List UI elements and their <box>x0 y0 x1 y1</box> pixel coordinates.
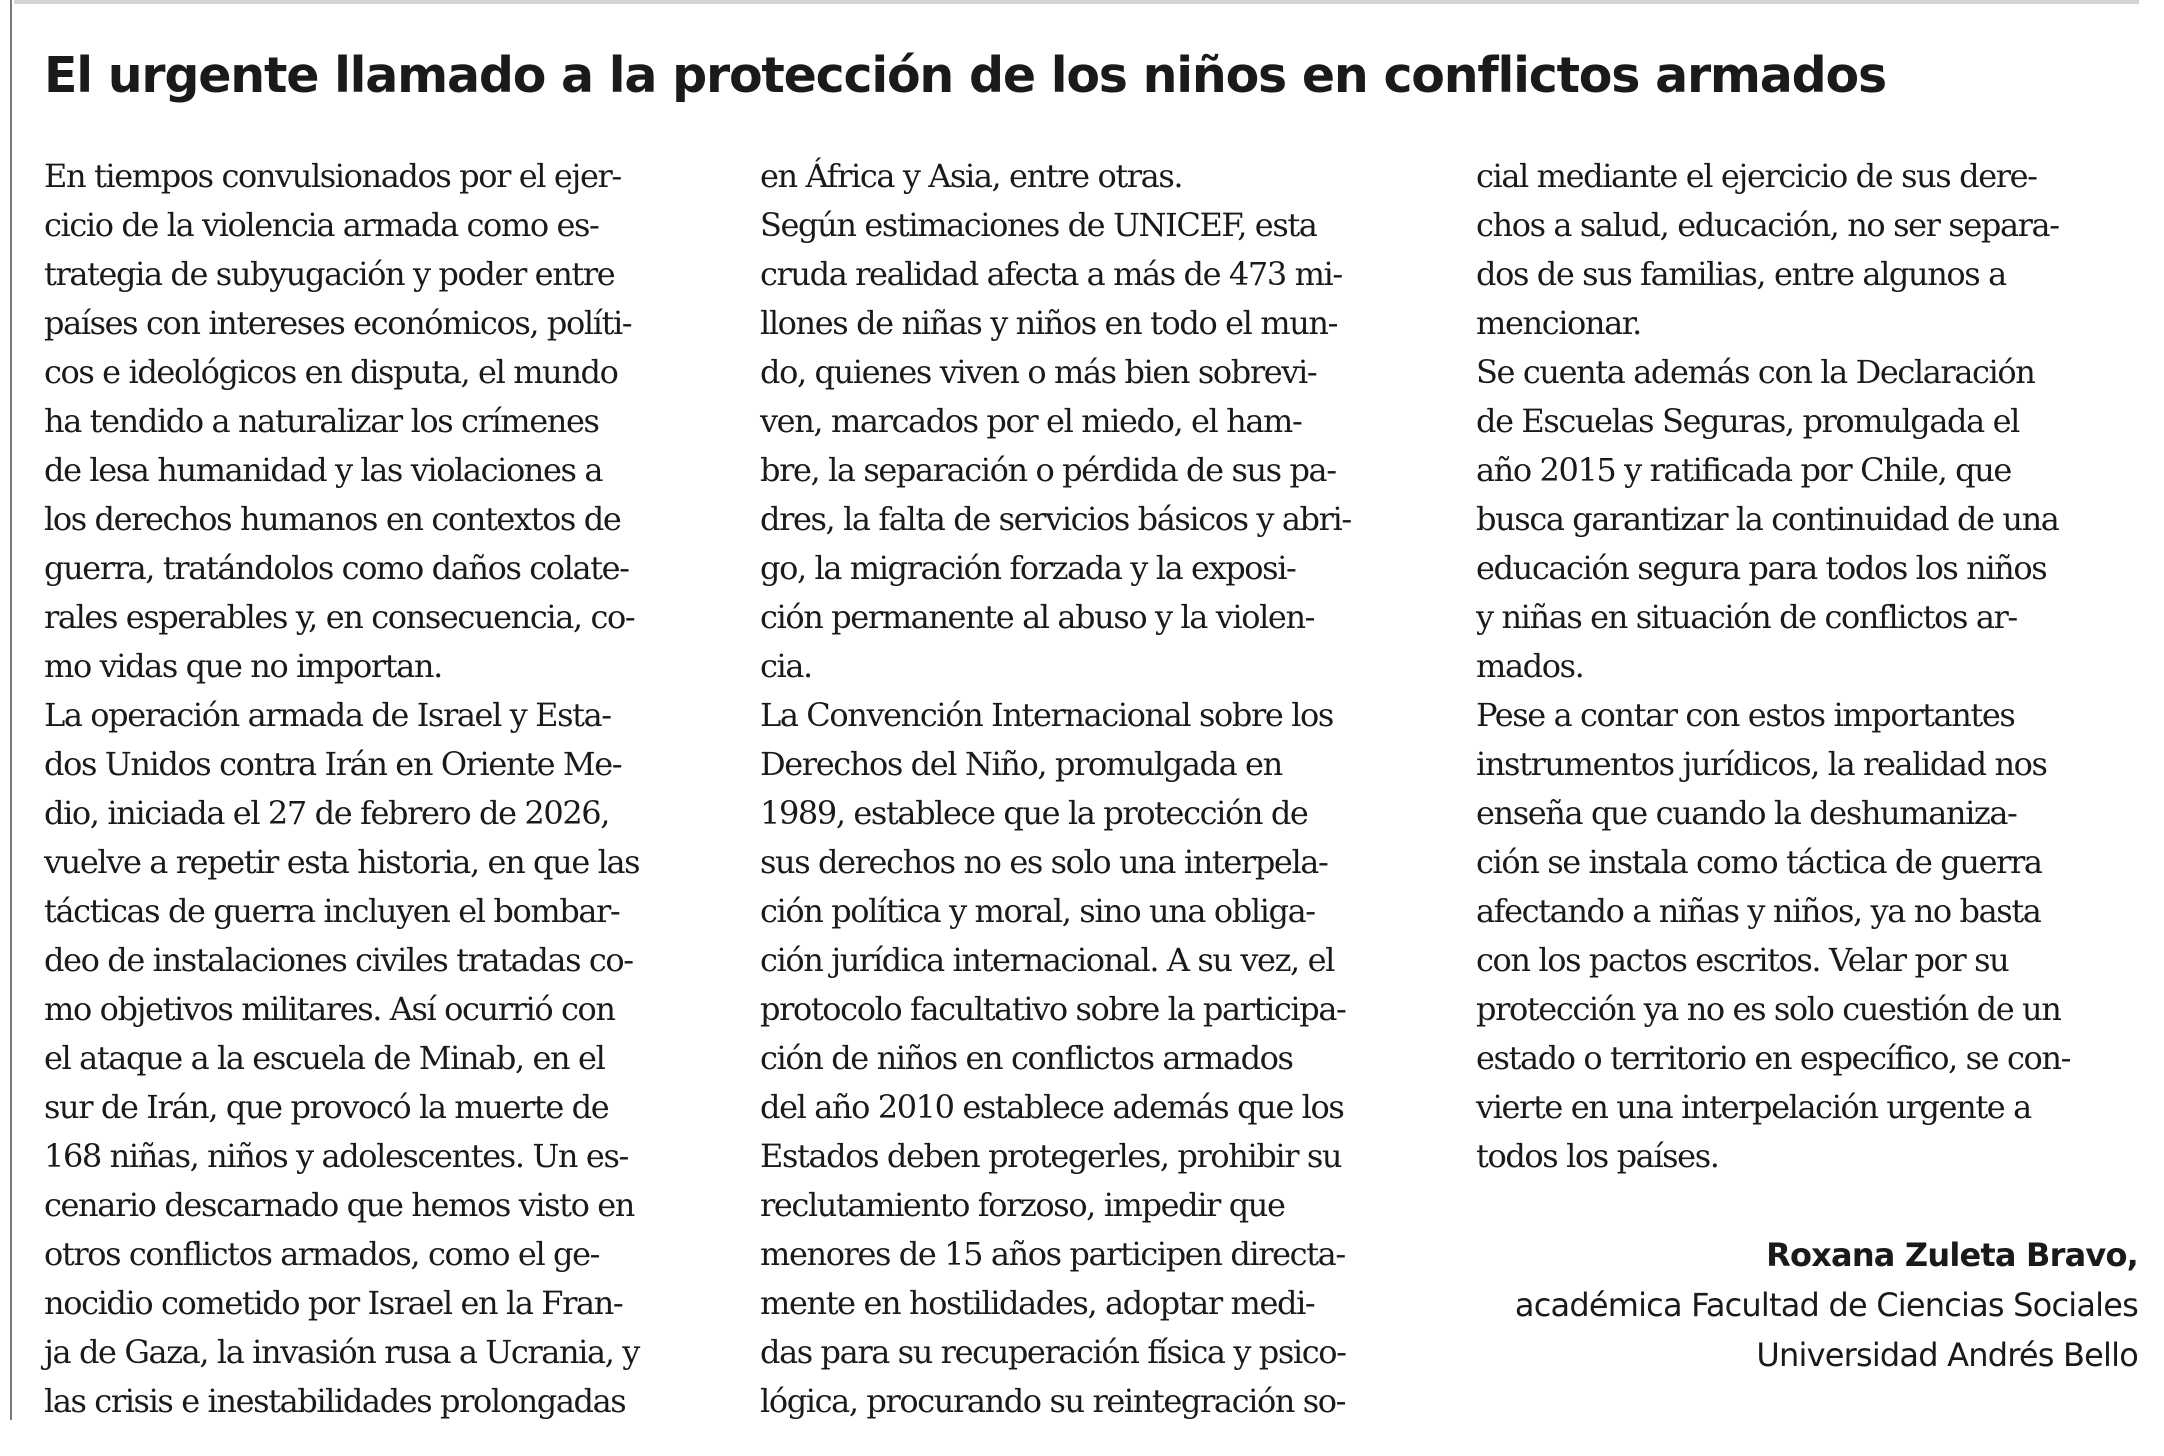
column-text-line: del año 2010 establece además que los <box>760 1088 1344 1126</box>
column-text-line: protocolo facultativo sobre la participa- <box>760 990 1346 1028</box>
column-text-line: 168 niñas, niños y adolescentes. Un es- <box>44 1137 628 1175</box>
column-text-line: cicio de la violencia armada como es- <box>44 206 599 244</box>
column-text-line: dres, la falta de servicios básicos y abri- <box>760 500 1351 538</box>
column-text-line: y niñas en situación de conflictos ar- <box>1476 598 2017 636</box>
column-text-line: vierte en una interpelación urgente a <box>1476 1088 2031 1126</box>
column-text-line: sur de Irán, que provocó la muerte de <box>44 1088 609 1126</box>
column-text-line: dos Unidos contra Irán en Oriente Me- <box>44 745 622 783</box>
article-column-1 <box>44 152 639 1426</box>
column-text-line: rales esperables y, en consecuencia, co- <box>44 598 635 636</box>
column-text-line: ción política y moral, sino una obliga- <box>760 892 1315 930</box>
column-text-line: do, quienes viven o más bien sobrevi- <box>760 353 1317 391</box>
column-text-line: lógica, procurando su reintegración so- <box>760 1382 1346 1420</box>
column-text-line: educación segura para todos los niños <box>1476 549 2047 587</box>
article-column-3 <box>1476 152 2070 1181</box>
column-text-line: el ataque a la escuela de Minab, en el <box>44 1039 605 1077</box>
left-column-rule <box>10 0 12 1420</box>
column-text-line: Se cuenta además con la Declaración <box>1476 353 2035 391</box>
column-text-line: trategia de subyugación y poder entre <box>44 255 615 293</box>
column-text-line: los derechos humanos en contextos de <box>44 500 621 538</box>
column-text-line: cenario descarnado que hemos visto en <box>44 1186 634 1224</box>
column-text-line: mente en hostilidades, adoptar medi- <box>760 1284 1315 1322</box>
column-text-line: dos de sus familias, entre algunos a <box>1476 255 2006 293</box>
column-text-line: 1989, establece que la protección de <box>760 794 1308 832</box>
column-text-line: protección ya no es solo cuestión de un <box>1476 990 2061 1028</box>
column-text-line: Según estimaciones de UNICEF, esta <box>760 206 1317 244</box>
column-text-line: busca garantizar la continuidad de una <box>1476 500 2059 538</box>
column-text-line: mo vidas que no importan. <box>44 647 442 685</box>
column-text-line: en África y Asia, entre otras. <box>760 157 1183 195</box>
column-text-line: países con intereses económicos, políti- <box>44 304 632 342</box>
column-text-line: de Escuelas Seguras, promulgada el <box>1476 402 2019 440</box>
column-text-line: reclutamiento forzoso, impedir que <box>760 1186 1285 1224</box>
column-text-line: cos e ideológicos en disputa, el mundo <box>44 353 618 391</box>
column-text-line: chos a salud, educación, no ser separa- <box>1476 206 2059 244</box>
column-text-line: La Convención Internacional sobre los <box>760 696 1333 734</box>
column-text-line: ja de Gaza, la invasión rusa a Ucrania, y <box>44 1333 639 1371</box>
column-text-line: das para su recuperación física y psico- <box>760 1333 1346 1371</box>
column-text-line: sus derechos no es solo una interpela- <box>760 843 1328 881</box>
column-text-line: ha tendido a naturalizar los crímenes <box>44 402 599 440</box>
column-text-line: Pese a contar con estos importantes <box>1476 696 2015 734</box>
column-text-line: La operación armada de Israel y Esta- <box>44 696 611 734</box>
column-text-line: ción jurídica internacional. A su vez, el <box>760 941 1334 979</box>
column-text-line: cial mediante el ejercicio de sus dere- <box>1476 157 2037 195</box>
column-text-line: ven, marcados por el miedo, el ham- <box>760 402 1302 440</box>
column-text-line: ción de niños en conflictos armados <box>760 1039 1293 1077</box>
author-signature <box>1515 1230 2138 1380</box>
author-institution: Universidad Andrés Bello <box>1756 1336 2138 1374</box>
column-text-line: mo objetivos militares. Así ocurrió con <box>44 990 615 1028</box>
column-text-line: las crisis e inestabilidades prolongadas <box>44 1382 626 1420</box>
column-text-line: cruda realidad afecta a más de 473 mi- <box>760 255 1342 293</box>
column-text-line: enseña que cuando la deshumaniza- <box>1476 794 2017 832</box>
article-headline: El urgente llamado a la protección de los niños en conflictos armados <box>44 47 1886 104</box>
column-text-line: Estados deben protegerles, prohibir su <box>760 1137 1342 1175</box>
column-text-line: bre, la separación o pérdida de sus pa- <box>760 451 1336 489</box>
column-text-line: nocidio cometido por Israel en la Fran- <box>44 1284 623 1322</box>
column-text-line: En tiempos convulsionados por el ejer- <box>44 157 621 195</box>
author-name: Roxana Zuleta Bravo, <box>1766 1236 2138 1274</box>
column-text-line: llones de niñas y niños en todo el mun- <box>760 304 1338 342</box>
column-text-line: de lesa humanidad y las violaciones a <box>44 451 603 489</box>
article-column-2 <box>760 152 1351 1426</box>
column-text-line: con los pactos escritos. Velar por su <box>1476 941 2009 979</box>
column-text-line: mados. <box>1476 647 1584 685</box>
column-text-line: menores de 15 años participen directa- <box>760 1235 1345 1273</box>
column-text-line: ción permanente al abuso y la violen- <box>760 598 1315 636</box>
column-text-line: mencionar. <box>1476 304 1641 342</box>
column-text-line: Derechos del Niño, promulgada en <box>760 745 1282 783</box>
author-role: académica Facultad de Ciencias Sociales <box>1514 1286 2138 1324</box>
top-rule <box>14 0 2139 4</box>
column-text-line: dio, iniciada el 27 de febrero de 2026, <box>44 794 610 832</box>
column-text-line: instrumentos jurídicos, la realidad nos <box>1476 745 2047 783</box>
column-text-line: todos los países. <box>1476 1137 1719 1175</box>
column-text-line: tácticas de guerra incluyen el bombar- <box>44 892 620 930</box>
column-text-line: ción se instala como táctica de guerra <box>1476 843 2042 881</box>
column-text-line: deo de instalaciones civiles tratadas co- <box>44 941 633 979</box>
column-text-line: afectando a niñas y niños, ya no basta <box>1476 892 2041 930</box>
column-text-line: cia. <box>760 647 812 685</box>
column-text-line: vuelve a repetir esta historia, en que las <box>44 843 640 881</box>
column-text-line: estado o territorio en específico, se con- <box>1476 1039 2070 1077</box>
column-text-line: otros conflictos armados, como el ge- <box>44 1235 600 1273</box>
column-text-line: go, la migración forzada y la exposi- <box>760 549 1296 587</box>
column-text-line: año 2015 y ratificada por Chile, que <box>1476 451 2011 489</box>
column-text-line: guerra, tratándolos como daños colate- <box>44 549 629 587</box>
